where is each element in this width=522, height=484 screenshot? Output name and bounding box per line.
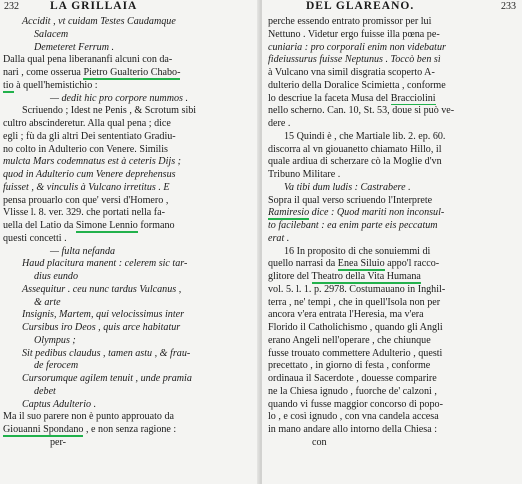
line-text: dius eundo [34, 271, 79, 282]
highlighted-name: Simone Lennio [75, 220, 138, 231]
text-line [0, 233, 262, 246]
line-text: 16 In proposito di che sonuiemmi di [284, 245, 431, 257]
text-line [262, 437, 522, 450]
line-text: Haud placitura manent : celerem sic tar- [22, 258, 188, 270]
line-text: dere . [268, 118, 291, 129]
text-line [0, 373, 262, 386]
text-line [0, 169, 262, 182]
text-line [262, 386, 522, 399]
line-text: terra , ne' tempi , che in quell'Isola non per [268, 296, 441, 308]
highlighted-name: tio [3, 79, 14, 91]
line-text: 15 Quindi è , che Martiale lib. 2. ep. 60. [284, 130, 446, 142]
text-line [0, 80, 262, 93]
line-text: Demeteret Ferrum . [34, 41, 115, 53]
line-text: Sopra il qual verso scriuendo l'Interprete [268, 194, 433, 206]
line-text: dulterio della Doralice Scimietta , conforme [268, 79, 446, 91]
text-line [262, 258, 522, 271]
text-line [0, 348, 262, 361]
text-line [262, 182, 522, 195]
text-line [0, 156, 262, 169]
line-text: perche essendo entrato promissor per lui [268, 16, 432, 27]
text-line [0, 297, 262, 310]
line-text: Scriuendo ; Idest ne Penis , & Scrotum sibi [22, 105, 197, 117]
line-text-tail: appo'l racco- [384, 258, 440, 270]
line-text: de ferocem [34, 360, 79, 372]
text-line [0, 182, 262, 195]
highlighted-name: Ramiresio [268, 207, 310, 219]
text-line [262, 67, 522, 80]
highlighted-name: Enea Siluio [337, 258, 385, 270]
right-page [262, 0, 522, 484]
text-line [0, 131, 262, 144]
text-line [262, 156, 522, 169]
line-text: questi concetti . [3, 232, 67, 244]
text-line [0, 386, 262, 399]
line-text: lo descriue la faceta Musa del [268, 92, 391, 104]
text-line [262, 348, 522, 361]
text-line [0, 271, 262, 284]
line-text: nari , come osserua [3, 67, 84, 78]
line-text: uella del Latio da [3, 220, 76, 231]
left-page-header [0, 0, 262, 16]
line-text: discorra al vn giouanetto chiamato Hillo, il [268, 143, 442, 155]
text-line [0, 195, 262, 208]
text-line [262, 322, 522, 335]
text-line [0, 335, 262, 348]
line-text: & arte [34, 296, 61, 308]
line-text: fusse trouato commettere Adulterio , questi [268, 347, 443, 359]
line-text: egli ; fù da gli altri Dei sententiato Gradiu- [3, 130, 176, 142]
left-page-body [0, 16, 262, 450]
line-text: Tribuno Militare . [268, 169, 341, 180]
text-line [0, 42, 262, 55]
line-text: ancora v'era entrata l'Heresia, ma v'era [268, 309, 424, 321]
line-text: fideiussurus fuisse Neptunus . Toccò ben sì [268, 54, 441, 66]
line-text: fuisset , & vinculis à Vulcano irretitus . E [3, 181, 170, 193]
text-line [0, 29, 262, 42]
line-text: ne la Chiesa ignudo , fuorche de' calzoni , [268, 385, 437, 397]
text-line [0, 105, 262, 118]
text-line [262, 169, 522, 182]
line-text: pensa prouarlo con que' versi d'Homero , [3, 194, 169, 206]
line-text: Olympus ; [34, 334, 76, 346]
line-text: nello scherno. Can. 10, St. 53, doue si può ve- [268, 105, 455, 117]
text-line [0, 54, 262, 67]
text-line [262, 246, 522, 259]
text-line [262, 360, 522, 373]
text-line [0, 67, 262, 80]
text-line [262, 271, 522, 284]
text-line [262, 105, 522, 118]
text-line [262, 297, 522, 310]
text-line [262, 131, 522, 144]
line-text-tail: formano [137, 220, 175, 231]
text-line [0, 360, 262, 373]
line-text: quale ardiua di scherzare cò la Moglie d'vn [268, 156, 442, 168]
line-text-tail: dice : Quod mariti non inconsul- [309, 207, 445, 219]
text-line [0, 246, 262, 259]
line-text: erat . [268, 232, 290, 244]
line-text: Florido il Catholichismo , quando gli Angli [268, 322, 443, 333]
line-text: quod in Adulterio cum Venere deprehensus [3, 169, 176, 180]
line-text: Assequitur . ceu nunc tardus Vulcanus , [22, 283, 182, 295]
text-line [0, 437, 262, 450]
line-text-tail: , e non senza ragione : [83, 424, 177, 435]
line-text: con [312, 436, 327, 448]
line-text: erano Angeli nell'operare , che chiunque [268, 334, 431, 346]
line-text: Accidit , vt cuidam Testes Caudamque [22, 16, 176, 27]
text-line [262, 284, 522, 297]
right-page-header [262, 0, 522, 16]
text-line [262, 373, 522, 386]
line-text: quello narrasi da [268, 258, 338, 270]
right-running-head: DEL GLAREANO. [306, 0, 415, 12]
text-line [0, 309, 262, 322]
line-text: à Vulcano vna simil disgratia scoperto A- [268, 67, 435, 78]
line-text: to facilebant : ea enim parte eis peccatum [268, 220, 438, 231]
text-line [0, 424, 262, 437]
text-line [262, 220, 522, 233]
line-text: ordinaua il Sacerdote , douesse comparire [268, 373, 437, 384]
text-line [262, 309, 522, 322]
left-page-number: 232 [4, 1, 19, 12]
text-line [0, 16, 262, 29]
text-line [262, 118, 522, 131]
right-page-body [262, 16, 522, 450]
line-text: quando vi fusse maggior concorso di popo- [268, 398, 443, 410]
line-text: cuniaria : pro corporali enim non videbatur [268, 41, 446, 53]
line-text: debet [34, 385, 56, 397]
text-line [0, 93, 262, 106]
text-line [0, 258, 262, 271]
line-text: — fulta nefanda [50, 245, 116, 257]
line-text: Salacem [34, 28, 69, 40]
line-text: glitore del [268, 271, 312, 282]
text-line [262, 233, 522, 246]
line-text: Captus Adulterio . [22, 398, 97, 410]
line-text: Dalla qual pena liberananfi alcuni con da- [3, 54, 173, 66]
highlighted-name: Giouanni Spondano [3, 424, 84, 435]
text-line [0, 399, 262, 412]
text-line [262, 93, 522, 106]
text-line [262, 399, 522, 412]
text-line [262, 29, 522, 42]
line-text: Va tibi dum ludis : Castrabere . [284, 181, 411, 193]
line-text: in mano andare allo intorno della Chiesa : [268, 424, 438, 435]
text-line [0, 220, 262, 233]
text-line [0, 207, 262, 220]
line-text: precettato , in giorno di festa , conforme [268, 360, 431, 372]
line-text: mulcta Mars codemnatus est à ceteris Dijs ; [3, 156, 182, 168]
text-line [0, 118, 262, 131]
line-text: Cursorumque agilem tenuit , unde pramia [22, 373, 192, 384]
line-text: Cursibus iro Deos , quis arce habitatur [22, 322, 181, 333]
text-line [262, 54, 522, 67]
text-line [262, 80, 522, 93]
line-text: no colto in Adulterio con Venere. Similis [3, 143, 168, 155]
text-line [0, 144, 262, 157]
text-line [262, 424, 522, 437]
left-running-head: LA GRILLAIA [50, 0, 138, 12]
highlighted-name: Bracciolini [390, 92, 436, 104]
text-line [262, 195, 522, 208]
text-line [262, 411, 522, 424]
text-line [0, 284, 262, 297]
right-page-number: 233 [501, 1, 516, 12]
text-line [262, 144, 522, 157]
line-text: Sit pedibus claudus , tamen astu , & frau- [22, 347, 191, 359]
line-text: — dedit hic pro corpore nummos . [50, 92, 189, 104]
text-line [0, 322, 262, 335]
line-text: cultro abscinderetur. Alla qual pena ; dice [3, 118, 171, 129]
text-line [0, 411, 262, 424]
line-text: lo , e così ignudo , con vna candela accesa [268, 411, 439, 423]
text-line [262, 42, 522, 55]
text-line [262, 16, 522, 29]
line-text-tail: à quell'hemistichio : [13, 79, 98, 91]
line-text: Vlisse l. 8. ver. 329. che portati nella fa- [3, 207, 166, 219]
line-text: Nettuno . Videtur ergo fuisse illa pœna pe- [268, 28, 440, 40]
highlighted-name: Theatro della Vita Humana [311, 271, 421, 282]
text-line [262, 335, 522, 348]
highlighted-name: Pietro Gualterio Chabo- [83, 67, 181, 78]
text-line [262, 207, 522, 220]
line-text: per- [50, 436, 67, 448]
line-text: Insignis, Martem, qui velocissimus inter [22, 309, 185, 321]
line-text: Ma il suo parere non è punto approuato da [3, 411, 174, 423]
line-text: vol. 5. l. 1. p. 2978. Costumauano in Inghil- [268, 283, 446, 295]
